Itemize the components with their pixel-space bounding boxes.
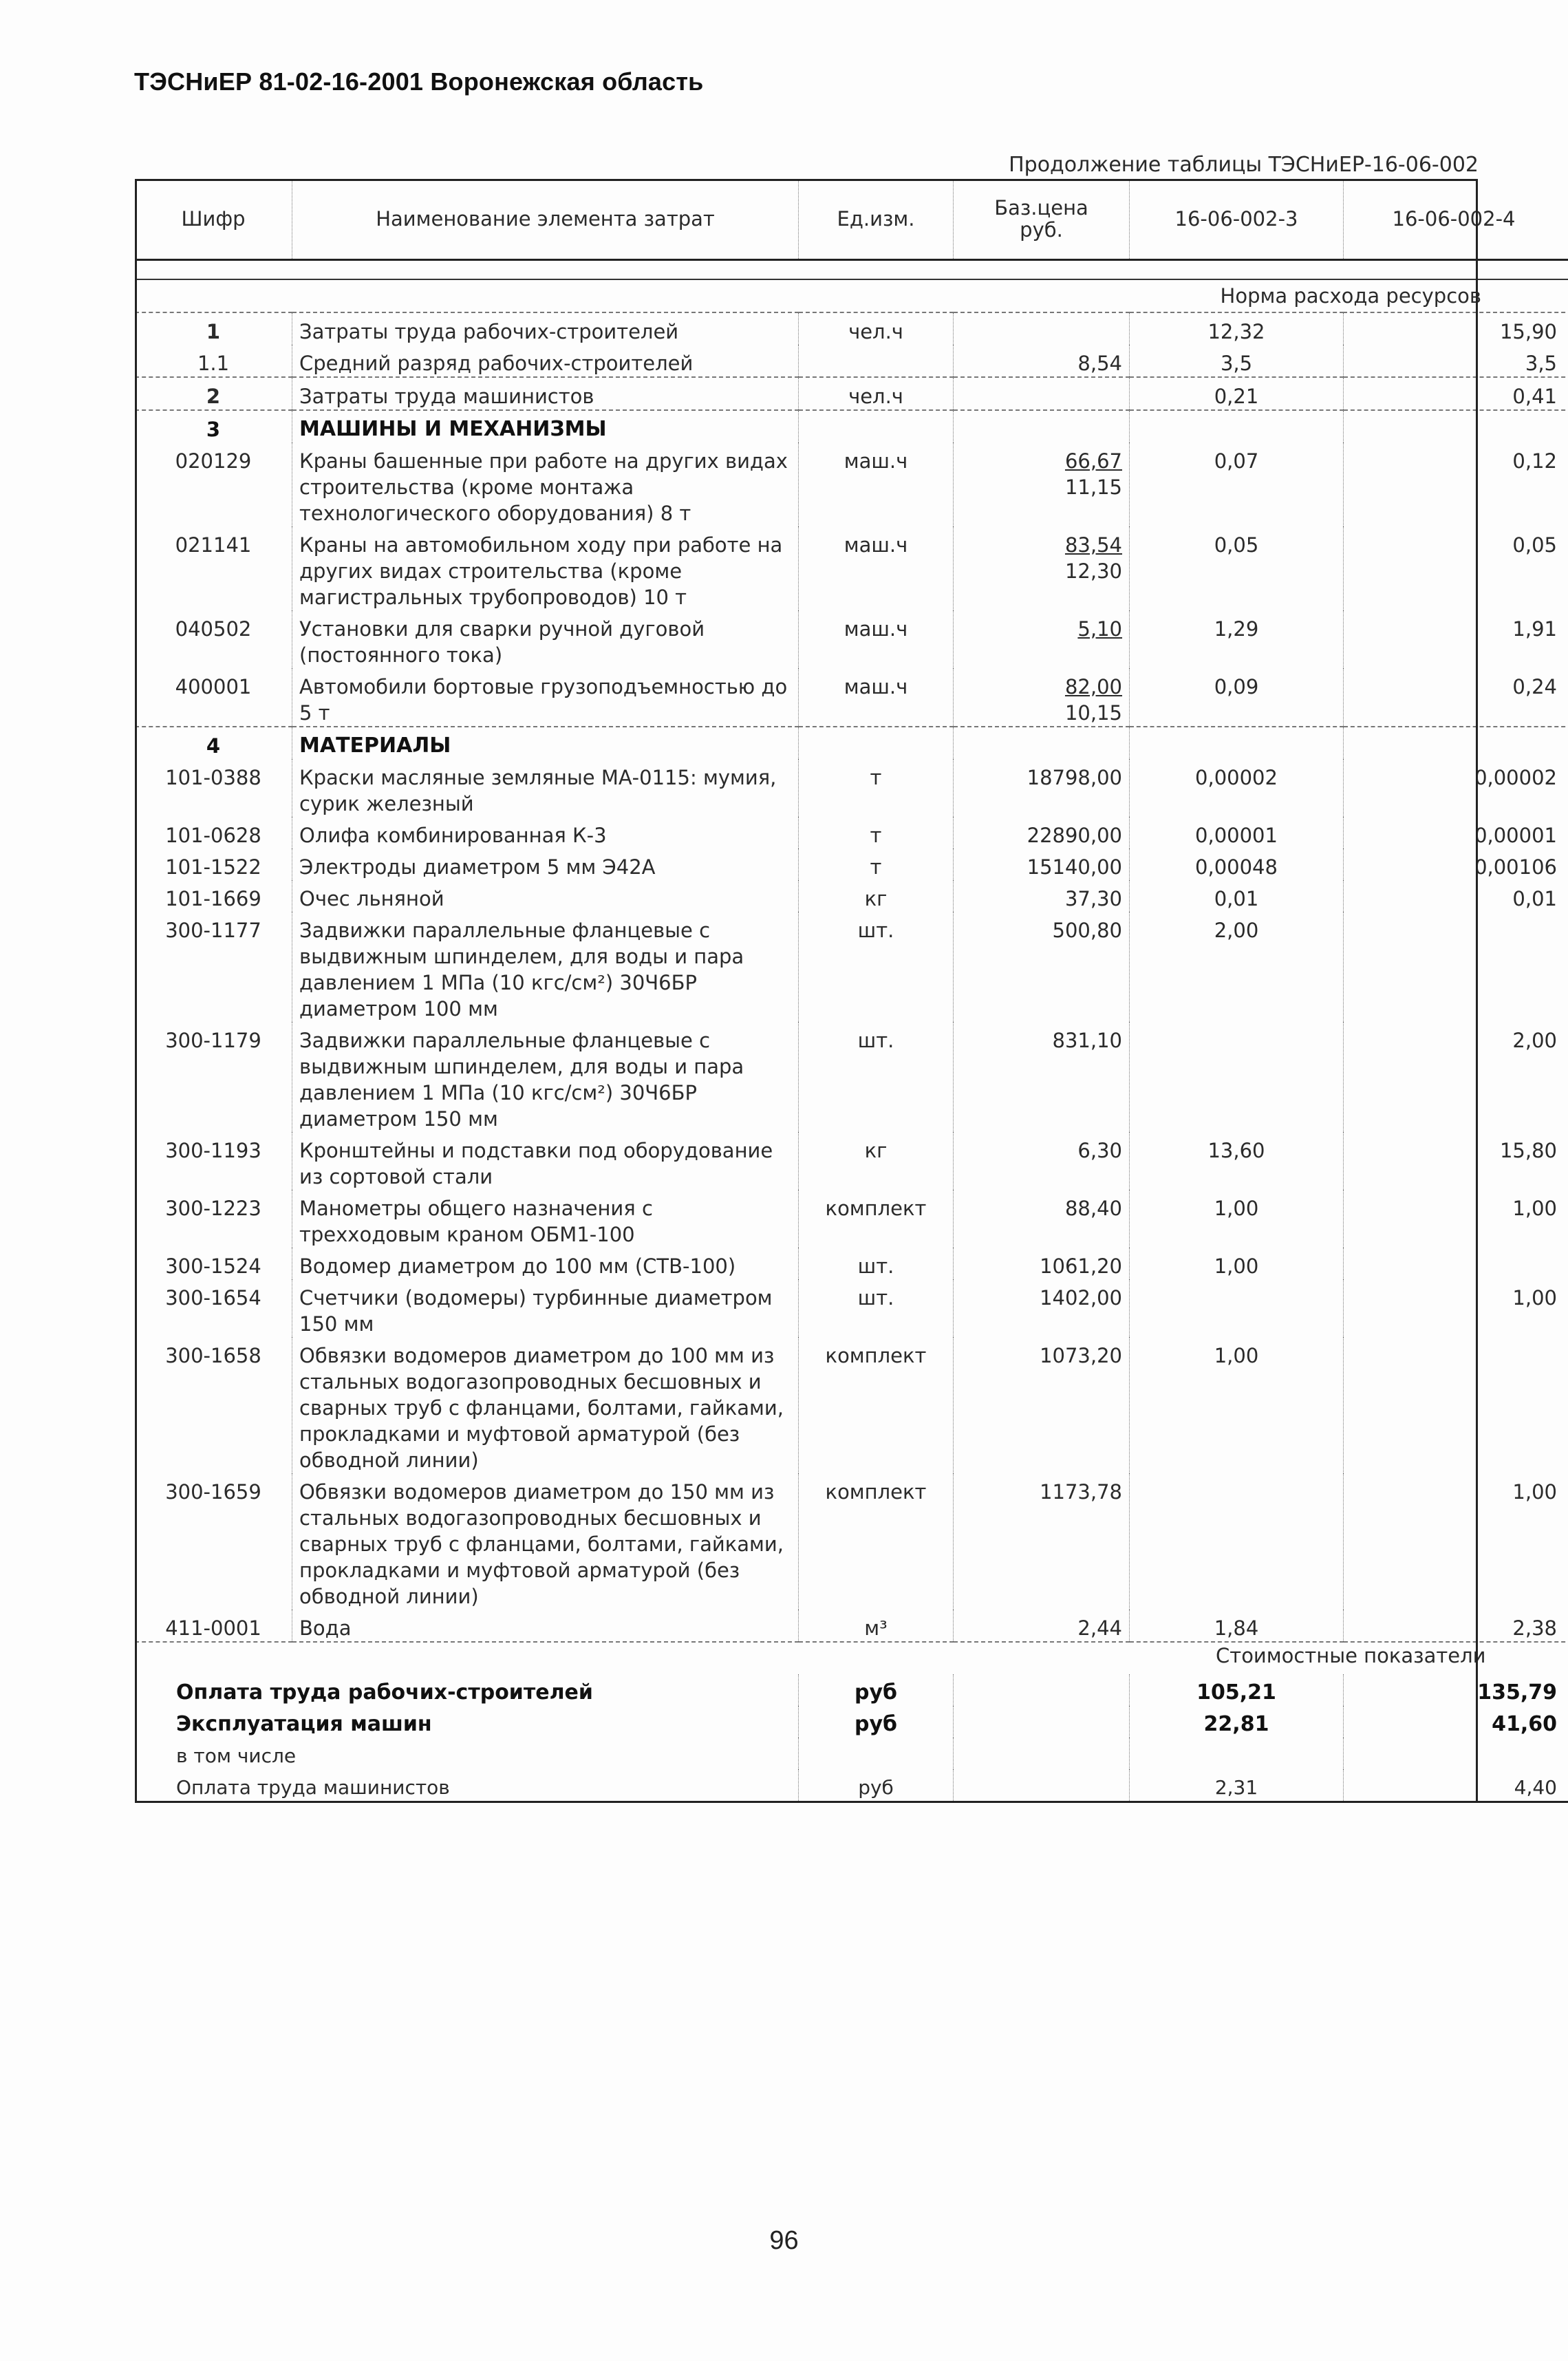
row-code: 1 <box>206 320 221 343</box>
row-value-col2: 0,00002 <box>1344 759 1568 817</box>
row-value-col1: 1,29 <box>1130 610 1344 668</box>
row-unit: кг <box>799 880 954 912</box>
row-name: Кронштейны и подставки под оборудование из сортовой стали <box>292 1132 799 1190</box>
row-value-col2: 3,5 <box>1344 345 1568 377</box>
row-value-col1: 0,21 <box>1130 377 1344 410</box>
row-value-col1: 0,07 <box>1130 442 1344 526</box>
section-title: МАТЕРИАЛЫ <box>292 727 799 759</box>
row-price-value: 82,00 <box>1064 675 1122 698</box>
row-value-col1: 3,5 <box>1130 345 1344 377</box>
row-value-col2: 0,05 <box>1344 526 1568 610</box>
row-unit: чел.ч <box>799 377 954 410</box>
operator-pay-col1: 2,31 <box>1130 1769 1344 1802</box>
row-unit: комплект <box>799 1190 954 1248</box>
row-value-col2: 1,00 <box>1344 1279 1568 1337</box>
row-value-col2: 0,00001 <box>1344 817 1568 848</box>
row-name: Водомер диаметром до 100 мм (СТВ-100) <box>292 1248 799 1279</box>
document-title: ТЭСНиЕР 81-02-16-2001 Воронежская область <box>134 67 704 96</box>
section-code: 3 <box>206 418 221 441</box>
row-code: 300-1223 <box>165 1197 261 1220</box>
row-value-col2: 0,41 <box>1344 377 1568 410</box>
row-price-value: 15140,00 <box>1027 855 1122 879</box>
row-value-col1: 1,00 <box>1130 1337 1344 1473</box>
row-price-value: 1402,00 <box>1040 1286 1122 1310</box>
row-price-operator-value: 12,30 <box>1064 559 1122 583</box>
row-name: Автомобили бортовые грузоподъемностью до 5 т <box>292 668 799 727</box>
row-value-col1: 12,32 <box>1130 312 1344 345</box>
row-name: Очес льняной <box>292 880 799 912</box>
row-name: Счетчики (водомеры) турбинные диаметром 150 мм <box>292 1279 799 1337</box>
row-value-col1: 0,05 <box>1130 526 1344 610</box>
row-code: 300-1193 <box>165 1139 261 1162</box>
column-header-col1: 16-06-002-3 <box>1130 179 1344 260</box>
row-price-value: 1173,78 <box>1040 1480 1122 1504</box>
row-name: Краски масляные земляные МА-0115: мумия, сурик железный <box>292 759 799 817</box>
row-value-col1: 1,00 <box>1130 1190 1344 1248</box>
row-unit: кг <box>799 1132 954 1190</box>
norm-label: Норма расхода ресурсов <box>1130 279 1568 312</box>
row-name: Манометры общего назначения с трехходовым краном ОБМ1-100 <box>292 1190 799 1248</box>
row-code: 300-1654 <box>165 1286 261 1310</box>
total-value-col1: 22,81 <box>1130 1706 1344 1738</box>
row-unit: чел.ч <box>799 312 954 345</box>
row-value-col2: 15,90 <box>1344 312 1568 345</box>
row-unit: комплект <box>799 1473 954 1610</box>
row-value-col1: 0,00048 <box>1130 848 1344 880</box>
row-unit: м³ <box>799 1610 954 1642</box>
row-value-col1: 0,00001 <box>1130 817 1344 848</box>
row-code: 101-1669 <box>165 887 261 910</box>
row-unit: маш.ч <box>799 610 954 668</box>
row-name: Краны башенные при работе на других видах строительства (кроме монтажа технологического оборудования) 8 т <box>292 442 799 526</box>
operator-pay-unit: руб <box>799 1769 954 1802</box>
row-unit: шт. <box>799 1248 954 1279</box>
row-name: Электроды диаметром 5 мм Э42А <box>292 848 799 880</box>
row-unit: т <box>799 759 954 817</box>
row-value-col1: 13,60 <box>1130 1132 1344 1190</box>
row-value-col1: 0,09 <box>1130 668 1344 727</box>
total-unit: руб <box>799 1706 954 1738</box>
row-code: 021141 <box>175 533 252 557</box>
row-name: Обвязки водомеров диаметром до 100 мм из стальных водогазопроводных бесшовных и сварных труб с фланцами, болтами, гайками, прокладками и муфтовой арматурой (без обводной линии) <box>292 1337 799 1473</box>
row-price-value: 22890,00 <box>1027 824 1122 847</box>
row-price-value: 66,67 <box>1064 449 1122 473</box>
row-price-value: 1073,20 <box>1040 1344 1122 1367</box>
row-price-value: 37,30 <box>1064 887 1122 910</box>
row-price-value: 8,54 <box>1077 352 1122 375</box>
row-code: 300-1179 <box>165 1029 261 1052</box>
row-code: 300-1524 <box>165 1254 261 1278</box>
row-name: Задвижки параллельные фланцевые с выдвижным шпинделем, для воды и пара давлением 1 МПа (10 кгс/см²) 30Ч6БР диаметром 150 мм <box>292 1022 799 1132</box>
row-value-col2: 1,00 <box>1344 1190 1568 1248</box>
row-name: Краны на автомобильном ходу при работе на других видах строительства (кроме магистральных трубопроводов) 10 т <box>292 526 799 610</box>
row-code: 300-1177 <box>165 919 261 942</box>
row-unit: шт. <box>799 1279 954 1337</box>
row-price-operator-value: 11,15 <box>1064 476 1122 499</box>
row-price-value: 18798,00 <box>1027 766 1122 789</box>
section-code: 4 <box>206 734 221 758</box>
row-name: Установки для сварки ручной дуговой (постоянного тока) <box>292 610 799 668</box>
row-price-value: 2,44 <box>1077 1616 1122 1640</box>
row-name: Обвязки водомеров диаметром до 150 мм из стальных водогазопроводных бесшовных и сварных труб с фланцами, болтами, гайками, прокладками и муфтовой арматурой (без обводной линии) <box>292 1473 799 1610</box>
total-value-col2: 135,79 <box>1344 1674 1568 1706</box>
row-name: Олифа комбинированная К-3 <box>292 817 799 848</box>
row-value-col2: 0,24 <box>1344 668 1568 727</box>
row-value-col1: 0,01 <box>1130 880 1344 912</box>
row-price-value: 500,80 <box>1052 919 1122 942</box>
row-name: Вода <box>292 1610 799 1642</box>
row-unit: комплект <box>799 1337 954 1473</box>
row-code: 411-0001 <box>135 1610 292 1642</box>
row-code: 101-1522 <box>165 855 261 879</box>
row-code: 300-1658 <box>165 1344 261 1367</box>
row-price-value: 83,54 <box>1064 533 1122 557</box>
row-price-value: 5,10 <box>1077 617 1122 641</box>
row-unit: т <box>799 848 954 880</box>
row-value-col2: 0,00106 <box>1344 848 1568 880</box>
column-header-price-line1: Баз.цена <box>994 196 1088 220</box>
row-price-value: 6,30 <box>1077 1139 1122 1162</box>
row-price-value: 88,40 <box>1064 1197 1122 1220</box>
row-value-col1: 1,84 <box>1130 1610 1344 1642</box>
table-continuation-label: Продолжение таблицы ТЭСНиЕР-16-06-002 <box>1009 153 1479 177</box>
row-name: Затраты труда машинистов <box>292 377 799 410</box>
row-code: 1.1 <box>135 345 292 377</box>
row-unit: т <box>799 817 954 848</box>
row-value-col2: 1,91 <box>1344 610 1568 668</box>
row-name: Затраты труда рабочих-строителей <box>292 312 799 345</box>
row-unit: маш.ч <box>799 526 954 610</box>
row-code: 101-0388 <box>165 766 261 789</box>
row-code: 2 <box>135 377 292 410</box>
column-header-price-line2: руб. <box>1020 218 1063 242</box>
row-value-col1: 1,00 <box>1130 1248 1344 1279</box>
row-unit: шт. <box>799 912 954 1022</box>
column-header-col2: 16-06-002-4 <box>1344 179 1568 260</box>
total-value-col2: 41,60 <box>1344 1706 1568 1738</box>
including-label: в том числе <box>176 1744 297 1767</box>
row-name: Задвижки параллельные фланцевые с выдвижным шпинделем, для воды и пара давлением 1 МПа (10 кгс/см²) 30Ч6БР диаметром 100 мм <box>292 912 799 1022</box>
row-value-col1: 0,00002 <box>1130 759 1344 817</box>
row-price-operator-value: 10,15 <box>1064 701 1122 725</box>
row-price-value: 1061,20 <box>1040 1254 1122 1278</box>
total-unit: руб <box>799 1674 954 1706</box>
total-label: Эксплуатация машин <box>176 1712 432 1736</box>
row-code: 020129 <box>175 449 252 473</box>
row-value-col2: 1,00 <box>1344 1473 1568 1610</box>
column-header-code: Шифр <box>135 179 292 260</box>
row-value-col2: 2,00 <box>1344 1022 1568 1132</box>
row-code: 040502 <box>175 617 252 641</box>
row-value-col2: 15,80 <box>1344 1132 1568 1190</box>
column-header-unit: Ед.изм. <box>799 179 954 260</box>
operator-pay-col2: 4,40 <box>1344 1769 1568 1802</box>
row-code: 300-1659 <box>165 1480 261 1504</box>
section-title: МАШИНЫ И МЕХАНИЗМЫ <box>292 410 799 442</box>
row-value-col2: 0,01 <box>1344 880 1568 912</box>
row-price-value: 831,10 <box>1052 1029 1122 1052</box>
row-code: 101-0628 <box>165 824 261 847</box>
row-unit: шт. <box>799 1022 954 1132</box>
column-header-name: Наименование элемента затрат <box>292 179 799 260</box>
total-label: Оплата труда рабочих-строителей <box>176 1680 593 1705</box>
row-unit: маш.ч <box>799 668 954 727</box>
row-value-col2: 2,38 <box>1344 1610 1568 1642</box>
cost-indicators-label: Стоимостные показатели <box>1216 1644 1486 1667</box>
row-unit: маш.ч <box>799 442 954 526</box>
page-number: 96 <box>769 2226 799 2255</box>
operator-pay-label: Оплата труда машинистов <box>135 1769 799 1802</box>
total-value-col1: 105,21 <box>1130 1674 1344 1706</box>
row-value-col2: 0,12 <box>1344 442 1568 526</box>
row-code: 400001 <box>135 668 292 727</box>
row-value-col1: 2,00 <box>1130 912 1344 1022</box>
table-frame <box>135 179 1478 1803</box>
row-name: Средний разряд рабочих-строителей <box>292 345 799 377</box>
